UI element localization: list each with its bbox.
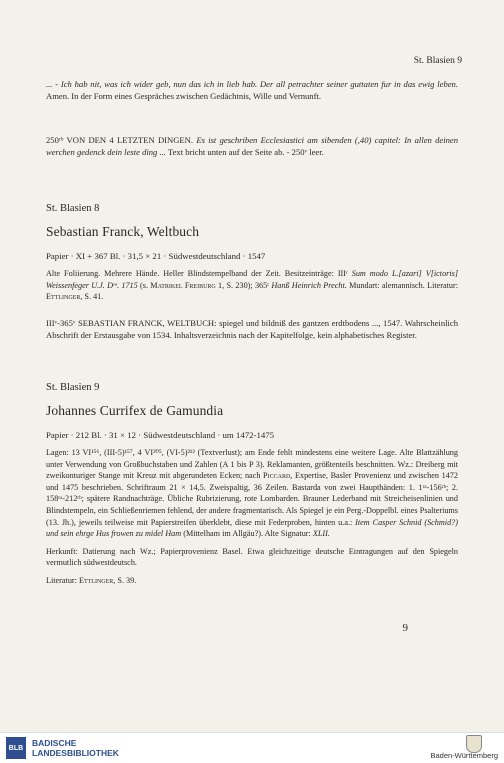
blb-logo-icon: BLB xyxy=(6,737,26,759)
section-title: Johannes Currifex de Gamundia xyxy=(46,403,224,418)
state-name: Baden-Württemberg xyxy=(430,751,498,760)
section-herkunft: Herkunft: Datierung nach Wz.; Papierprovenienz Basel. Etwa gleichzeitige deutsche Eintragungen auf den Spiegeln vermutlich südwestdeutsch. xyxy=(46,546,458,568)
entry-250-italic: Es ist geschriben Ecclesiastici am sibenden (,40) capitel: In allen deinen werchen gedenck dein leste ding ... xyxy=(46,135,459,158)
section-description: Lagen: 13 VI¹⁵⁶, (III-5)¹⁵⁷, 4 VI²⁰⁵, (VI-5)²¹² (Textverlust); am Ende fehlt mindestens eine weitere Lage. Alte Blattzählung unter Verwendung von Großbuchstaben und Zahlen (A 1 bis P 3). Reklamanten, größtenteils beschnitten. Wz.: Dreiberg mit zweikonturiger Stange mit Kreuz mit abgerundeten Ecken; nach Piccard, Expertise, Basler Provenienz und zwischen 1472 und 1475 beschrieben. Schriftraum 21 × 14,5. Zweispaltig, 36 Zeilen. Bastarda von zwei Haupthänden: 1. 1ʳᵃ-156ʳᵇ; 2. 158ʳᵃ-212ʳᵇ; spätere Randnachträge. Übliche Rubrizierung, rote Lombarden. Brauner Lederband mit Streicheisenlinien und Blindstempeln, ein Schließenriemen fehlend, der andere fragmentarisch. Als Spiegel je ein Perg.-Doppelbl. eines Psalteriums (13. Jh.), jeweils teilweise mit Papierstreifen überklebt, diese mit Federproben, hinten u.a.: Item Casper Schnid (Schmid?) und sein ehrge Hus frowen zu midel Ham (Mittelham im Allgäu?). Alte Signatur: XLII. xyxy=(46,448,458,539)
running-head: St. Blasien 9 xyxy=(413,56,462,66)
section-meta: Papier · XI + 367 Bl. · 31,5 × 21 · Südwestdeutschland · 1547 xyxy=(46,251,266,261)
section-label: St. Blasien 8 xyxy=(46,203,100,214)
entry-250 xyxy=(46,134,458,159)
section-st-blasien-9 xyxy=(46,382,458,587)
section-label: St. Blasien 9 xyxy=(46,382,100,393)
quote-roman: Amen. In der Form eines Gespräches zwischen Gedächtnis, Wille und Vernunft. xyxy=(46,91,321,102)
section-st-blasien-8 xyxy=(46,203,458,342)
section-literatur: Literatur: Ettlinger, S. 39. xyxy=(46,575,137,585)
quote-italic: ... - Ich hab nit, was ich wider geb, nun das ich in lieb hab. Der all petrachter seiner guttaten fur in das ewig leben. xyxy=(46,79,458,89)
library-name: BADISCHE LANDESBIBLIOTHEK xyxy=(32,738,119,758)
page-number: 9 xyxy=(402,622,408,634)
entry-250-label: 250ʳᵇ VON DEN 4 LETZTEN DINGEN. xyxy=(46,135,194,145)
entry-250-roman: Text bricht unten auf der Seite ab. - 250ᵛ leer. xyxy=(165,147,324,158)
top-quote xyxy=(46,78,458,103)
section-meta: Papier · 212 Bl. · 31 × 12 · Südwestdeutschland · um 1472-1475 xyxy=(46,430,275,440)
section-description: Alte Foliierung. Mehrere Hände. Heller Blindstempelband der Zeit. Besitzeinträge: IIIʳ Sum modo L.[azari] V[ictoris] Weissenfeger U.J. Dʳᵉ. 1715 (s. Matrikel Freiburg 1, S. 230); 365ʳ Hanß Heinrich Precht. Mundart: alemannisch. Literatur: Ettlinger, S. 41. xyxy=(46,269,459,302)
section-text: IIIᵛ-365ᵛ SEBASTIAN FRANCK, WELTBUCH: spiegel und bildniß des gantzen erdtbodens ..., 1547. Wahrscheinlich Abschrift der Erstausgabe von 1534. Inhaltsverzeichnis nach der Kapitelfolge, kein alphabetisches Register. xyxy=(46,317,458,341)
footer-bar xyxy=(0,732,504,763)
section-title: Sebastian Franck, Weltbuch xyxy=(46,224,200,239)
